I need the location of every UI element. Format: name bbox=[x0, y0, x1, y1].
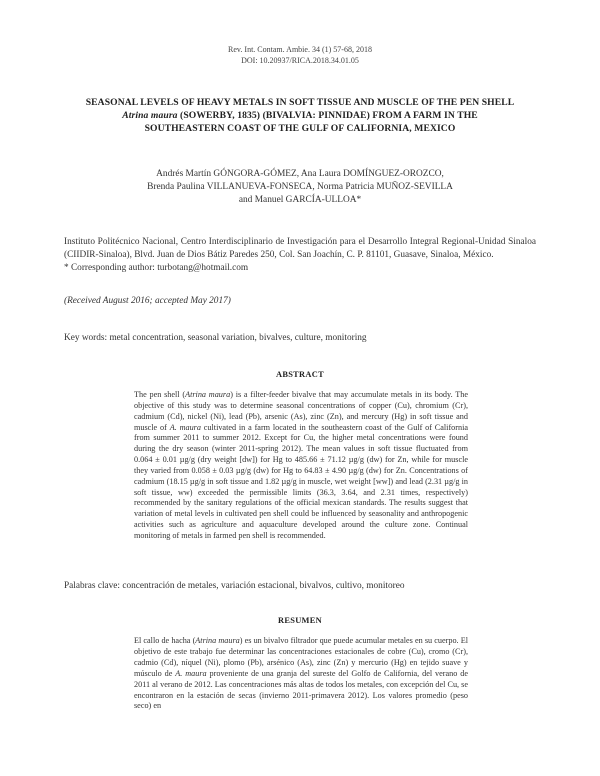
title-species: Atrina maura bbox=[122, 110, 178, 121]
title-part-1: SEASONAL LEVELS OF HEAVY METALS IN SOFT TISSUE AND MUSCLE OF THE PEN SHELL bbox=[85, 97, 515, 108]
abstract-text-2: ) is a filter-feeder bivalve that may accumulate metals in its body. The objective of this study was to determine seasonal concentrations of copper (Cu), chromium (Cr), cadmium (Cd), nickel (Ni), lead (Pb), arsenic (As), zinc (Zn), and mercury (Hg) in soft tissue and muscle of bbox=[134, 390, 468, 432]
resumen-species-2: A. maura bbox=[175, 668, 207, 678]
journal-header bbox=[220, 44, 380, 66]
abstract-text-1: The pen shell ( bbox=[134, 390, 186, 399]
journal-citation: Rev. Int. Contam. Ambie. 34 (1) 57-68, 2018 bbox=[228, 45, 372, 54]
abstract-heading: ABSTRACT bbox=[275, 370, 324, 379]
abstract-species-1: Atrina maura bbox=[185, 390, 231, 399]
article-title bbox=[82, 96, 518, 135]
resumen-heading: RESUMEN bbox=[278, 616, 322, 625]
received-dates: (Received August 2016; accepted May 2017) bbox=[64, 296, 231, 306]
resumen-text-2: ) es un bivalvo filtrador que puede acumular metales en su cuerpo. El objetivo de este trabajo fue determinar las concentraciones estacionales de cobre (Cu), cromo (Cr), cadmio (Cd), níquel (Ni), plomo (Pb), arsénico (As), zinc (Zn) y mercurio (Hg) en tejido suave y músculo de bbox=[134, 636, 468, 678]
authors-line-2: Brenda Paulina VILLANUEVA-FONSECA, Norma Patricia MUÑOZ-SEVILLA bbox=[147, 182, 453, 192]
authors-line-1: Andrés Martín GÓNGORA-GÓMEZ, Ana Laura DOMÍNGUEZ-OROZCO, bbox=[156, 169, 444, 179]
authors-line-3: and Manuel GARCÍA-ULLOA* bbox=[238, 195, 362, 205]
affiliation-text: Instituto Politécnico Nacional, Centro Interdisciplinario de Investigación para el Desarrollo Integral Regional-Unidad Sinaloa (CIIDIR-Sinaloa), Blvd. Juan de Dios Bátiz Paredes 250, Col. San Joachín, C. P. 81101, Guasave, Sinaloa, México. bbox=[64, 237, 536, 260]
author-list bbox=[90, 168, 510, 207]
corresponding-author: * Corresponding author: turbotang@hotmail.com bbox=[64, 263, 249, 273]
resumen-text-1: El callo de hacha ( bbox=[134, 636, 196, 645]
resumen-text-3: proveniente de una granja del sureste del Golfo de California, del verano de 2011 al verano de 2012. Las concentraciones más altas de todos los metales, con excepción del Cu, se encontraron en la estación de secas (invierno 2011-primavera 2012). Los valores promedio (peso seco) en bbox=[134, 668, 468, 711]
affiliation bbox=[64, 236, 536, 275]
palabras-clave: Palabras clave: concentración de metales, variación estacional, bivalvos, cultivo, monitoreo bbox=[64, 581, 405, 591]
abstract-species-2: A. maura bbox=[169, 422, 201, 432]
title-part-2: (SOWERBY, 1835) (BIVALVIA: PINNIDAE) FROM A FARM IN THE SOUTHEASTERN COAST OF THE GULF OF CALIFORNIA, MEXICO bbox=[144, 110, 478, 134]
resumen-body bbox=[134, 636, 468, 712]
resumen-species-1: Atrina maura bbox=[195, 636, 240, 645]
abstract-body bbox=[134, 390, 468, 542]
keywords: Key words: metal concentration, seasonal variation, bivalves, culture, monitoring bbox=[64, 333, 367, 343]
abstract-text-3: cultivated in a farm located in the southeastern coast of the Gulf of California from summer 2011 to summer 2012. Except for Cu, the higher metal concentrations were found during the dry season (winter 2011-spring 2012). The mean values in soft tissue fluctuated from 0.064 ± 0.01 µg/g (dry weight [dw]) for Hg to 485.66 ± 71.12 µg/g (dw) for Zn, while for muscle they varied from 0.058 ± 0.03 µg/g (dw) for Hg to 64.83 ± 4.90 µg/g (dw) for Zn. Concentrations of cadmium (18.15 µg/g in soft tissue and 1.82 µg/g in muscle, wet weight [ww]) and lead (2.31 µg/g in soft tissue, ww) exceeded the permissible limits (36.3, 3.64, and 2.31 times, respectively) recommended by the sanitary regulations of the official mexican standards. The results suggest that variation of metal levels in cultivated pen shell could be influenced by seasonality and anthropogenic activities such as agriculture and aquaculture developed around the culture zone. Continual monitoring of metals in farmed pen shell is recommended. bbox=[134, 422, 468, 540]
doi: DOI: 10.20937/RICA.2018.34.01.05 bbox=[241, 56, 359, 65]
